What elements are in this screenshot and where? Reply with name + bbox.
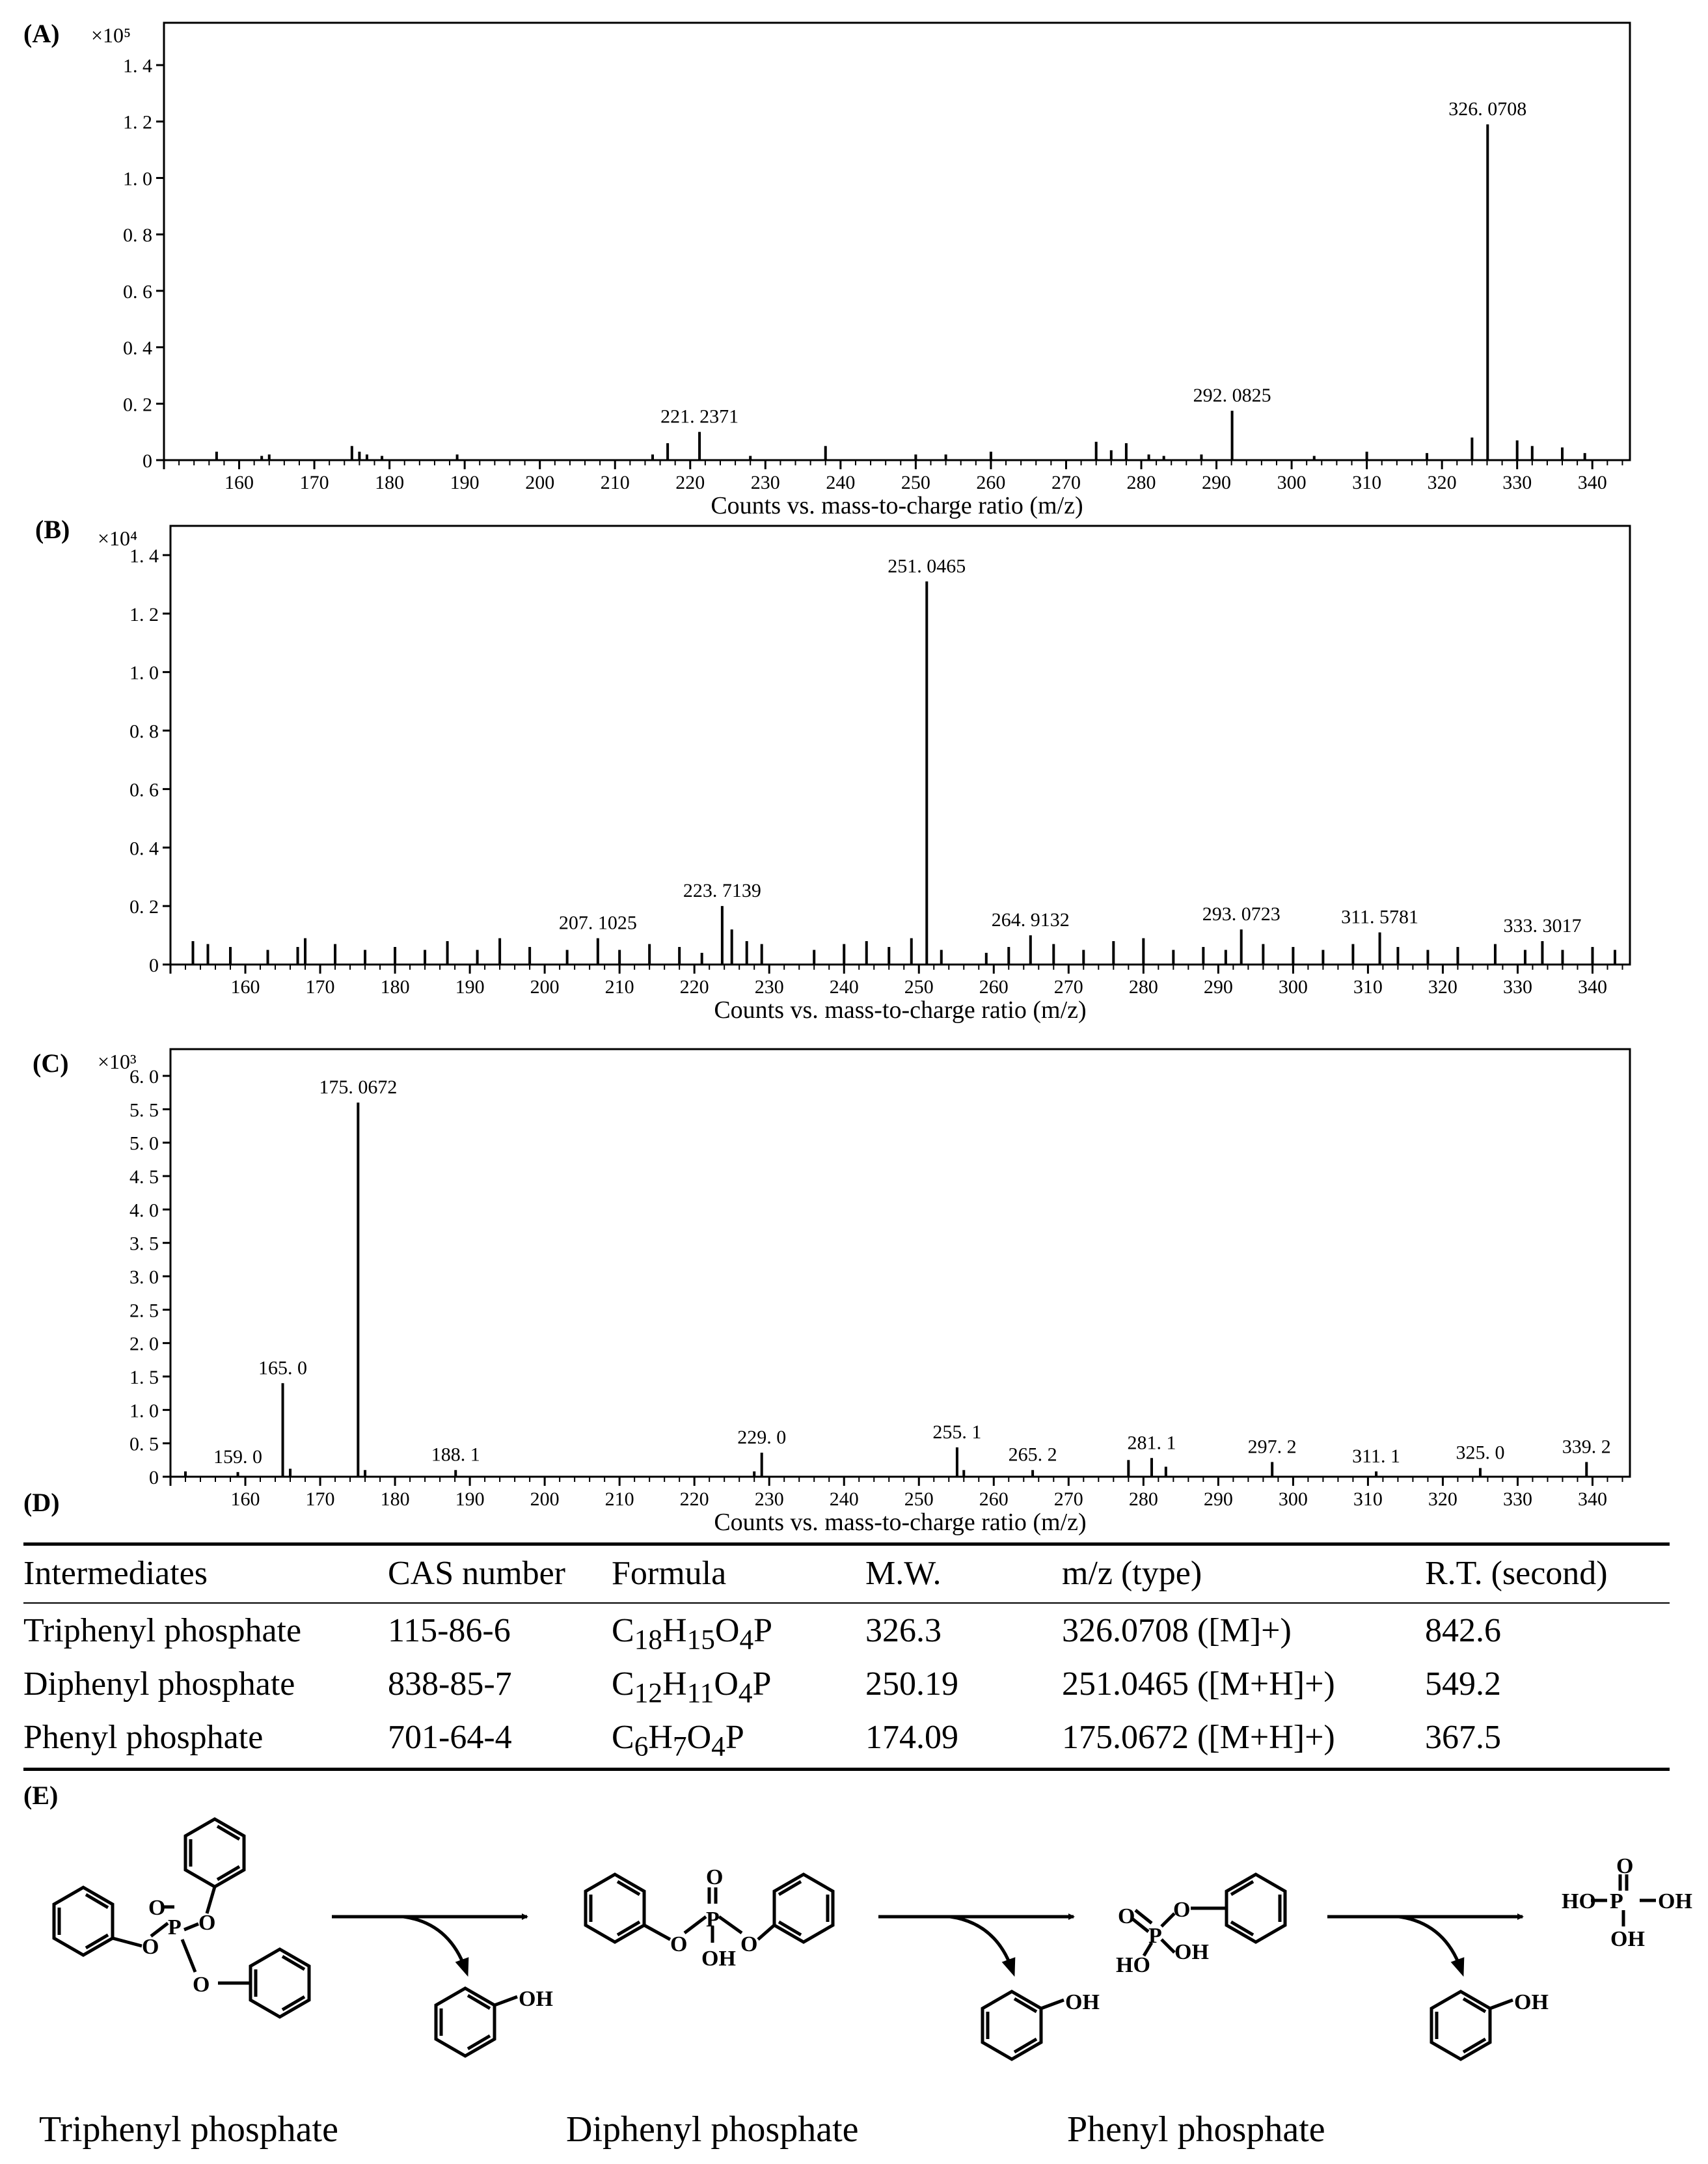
panel-label-a: (A) [23,19,60,48]
cell-formula-2: $C_{12}H_{11}O_4P$ [612,1665,772,1709]
chart1-xtick-label-7: 230 [750,472,780,493]
panel-label-e: (E) [23,1781,59,1810]
chart2-xtick-label-16: 320 [1428,976,1457,998]
th-mz: m/z (type) [1062,1555,1202,1592]
chart1-xtick-label-0: 160 [224,472,254,493]
phenol-release-arrow-3 [1399,1917,1461,1969]
chart1-peak-label-27: 326. 0708 [1448,98,1527,120]
chart1-peak-label-10: 221. 2371 [660,405,739,428]
phenol-1-oh: OH [519,1987,553,2011]
tpp-o-3: O [198,1911,216,1935]
chart2-ytick-label-3: 0. 6 [129,779,159,801]
chart3-ytick-label-8: 4. 0 [129,1199,159,1222]
tpp-o-2: O [148,1896,166,1920]
caption-diphenyl-phosphate: Diphenyl phosphate [566,2109,859,2150]
chart3-ytick-label-5: 2. 5 [129,1300,159,1322]
chart1-ytick-label-2: 0. 4 [123,337,152,359]
chart1-xtick-label-11: 270 [1051,472,1081,493]
chart3-ytick-label-9: 4. 5 [129,1166,159,1188]
chart3-ytick-label-10: 5. 0 [129,1132,159,1155]
chart1-xtick-label-8: 240 [826,472,856,493]
chart3-peak-label-4: 175. 0672 [319,1076,398,1099]
chart2-xtick-label-7: 230 [754,976,784,998]
cell-name-3: Phenyl phosphate [23,1719,264,1756]
dpp-o-1: O [670,1932,688,1956]
chart2-xtick-label-14: 300 [1278,976,1308,998]
chart2-xtick-label-1: 170 [305,976,335,998]
chart1-xtick-label-3: 190 [450,472,480,493]
chart2-peak-label-15: 207. 1025 [558,912,637,934]
caption-triphenyl-phosphate: Triphenyl phosphate [39,2109,338,2150]
cell-mw-3: 174.09 [865,1719,958,1756]
chart1-xtick-label-4: 200 [525,472,555,493]
chart3-ytick-label-3: 1. 5 [129,1367,159,1389]
cell-name-1: Triphenyl phosphate [23,1612,302,1649]
chart2-xtick-label-2: 180 [380,976,410,998]
chart3-ytick-label-1: 0. 5 [129,1433,159,1455]
cell-cas-1: 115-86-6 [388,1612,511,1649]
phenol-structure-1 [436,1988,517,2056]
tpp-o-1: O [142,1935,159,1959]
chart2-xtick-label-5: 210 [604,976,634,998]
chart2-xlabel: Counts vs. mass-to-charge ratio (m/z) [714,996,1087,1024]
chart3-xtick-label-6: 220 [679,1488,709,1510]
chart3-ytick-label-6: 3. 0 [129,1267,159,1289]
chart1-ytick-label-4: 0. 8 [123,225,152,247]
pp-ho: HO [1116,1953,1150,1977]
chart2-xtick-label-18: 340 [1577,976,1607,998]
chart3-xtick-label-5: 210 [604,1488,634,1510]
chart1-xtick-label-16: 320 [1427,472,1457,493]
chart3-xtick-label-8: 240 [829,1488,859,1510]
chart3-peak-label-2: 165. 0 [258,1357,308,1379]
phenol-structure-2 [983,1992,1064,2059]
chart2-xtick-label-11: 270 [1053,976,1083,998]
chart1-xtick-label-9: 250 [901,472,930,493]
chart3-xlabel: Counts vs. mass-to-charge ratio (m/z) [714,1509,1087,1536]
chart2-xtick-label-10: 260 [979,976,1009,998]
cell-mz-2: 251.0465 ([M+H]+) [1062,1665,1335,1703]
chart1-xtick-label-13: 290 [1202,472,1232,493]
cell-rt-1: 842.6 [1425,1612,1501,1649]
chart1-ytick-label-3: 0. 6 [123,281,152,303]
cell-cas-2: 838-85-7 [388,1665,512,1703]
chart3-peak-label-15: 297. 2 [1247,1436,1297,1458]
chart1-xtick-label-5: 210 [600,472,630,493]
chart3-peak-label-18: 339. 2 [1562,1436,1611,1458]
chart1-peak-label-22: 292. 0825 [1193,385,1271,407]
chart1-xtick-label-1: 170 [299,472,329,493]
chart1-xtick-label-6: 220 [675,472,705,493]
th-cas: CAS number [388,1555,565,1592]
chart3-xtick-label-2: 180 [380,1488,410,1510]
chart3-peak-label-11: 265. 2 [1008,1444,1057,1466]
pa-oh-1: OH [1658,1889,1692,1913]
chart1-xtick-label-10: 260 [976,472,1006,493]
chart3-peak-label-17: 325. 0 [1456,1442,1505,1464]
pa-ho: HO [1562,1889,1596,1913]
chart2-xtick-label-8: 240 [829,976,859,998]
chart2-xtick-label-9: 250 [904,976,934,998]
chart2-xtick-label-13: 290 [1203,976,1233,998]
dpp-oh: OH [701,1947,736,1971]
chart1-ytick-label-7: 1. 4 [123,55,152,77]
chart2-peak-label-29: 251. 0465 [888,555,966,577]
chart2-multiplier-label: ×10⁴ [98,527,138,550]
cell-name-2: Diphenyl phosphate [23,1665,295,1703]
panel-label-c: (C) [33,1048,69,1078]
chart1-xlabel: Counts vs. mass-to-charge ratio (m/z) [711,492,1083,519]
tpp-o-4: O [193,1973,210,1997]
chart1-multiplier-label: ×10⁵ [91,23,131,47]
chart3-xtick-label-12: 280 [1128,1488,1158,1510]
chart2-xtick-label-6: 220 [679,976,709,998]
chart2-xtick-label-0: 160 [230,976,260,998]
caption-phenyl-phosphate: Phenyl phosphate [1067,2109,1325,2150]
cell-rt-3: 367.5 [1425,1719,1501,1756]
chart1-xtick-label-15: 310 [1352,472,1382,493]
chart3-peak-label-8: 229. 0 [737,1427,787,1449]
chart2-ytick-label-4: 0. 8 [129,720,159,743]
chart1-xtick-label-12: 280 [1126,472,1156,493]
chart1-ytick-label-0: 0 [142,450,152,472]
phenol-structure-3 [1431,1992,1513,2059]
chart3-ytick-label-0: 0 [149,1467,159,1488]
cell-formula-3: $C_6H_7O_4P$ [612,1719,744,1762]
cell-mw-2: 250.19 [865,1665,958,1703]
chart2-ytick-label-5: 1. 0 [129,662,159,684]
dpp-o-3: O [740,1932,758,1956]
chart2-ytick-label-2: 0. 4 [129,838,159,860]
chart3-multiplier-label: ×10³ [98,1050,137,1073]
chart2-ytick-label-6: 1. 2 [129,603,159,625]
chart2-peak-label-41: 293. 0723 [1202,903,1281,925]
tpp-p: P [168,1915,182,1939]
chart3-xtick-label-14: 300 [1278,1488,1308,1510]
chart2-xtick-label-15: 310 [1353,976,1383,998]
chart3-xtick-label-17: 330 [1502,1488,1532,1510]
dpp-p: P [706,1908,720,1932]
th-formula: Formula [612,1555,727,1592]
th-rt: R.T. (second) [1425,1555,1608,1592]
chart1-xtick-label-2: 180 [375,472,405,493]
chart3-xtick-label-0: 160 [230,1488,260,1510]
chart3-peak-label-1: 159. 0 [213,1445,263,1468]
pa-oh-2: OH [1610,1927,1645,1951]
panel-label-d: (D) [23,1488,60,1517]
chart3-xtick-label-18: 340 [1577,1488,1607,1510]
pp-oh: OH [1174,1940,1209,1964]
chart3-xtick-label-4: 200 [530,1488,560,1510]
triphenyl-phosphate-structure [54,1819,309,2017]
chart1-ytick-label-6: 1. 2 [123,111,152,133]
th-intermediates: Intermediates [23,1555,208,1592]
chart2-xtick-label-3: 190 [455,976,485,998]
chart3-xtick-label-16: 320 [1428,1488,1457,1510]
chart3-xtick-label-3: 190 [455,1488,485,1510]
chart3-ytick-label-4: 2. 0 [129,1333,159,1355]
chart3-ytick-label-2: 1. 0 [129,1400,159,1422]
pp-o-2: O [1118,1904,1135,1928]
cell-mz-1: 326.0708 ([M]+) [1062,1612,1292,1649]
chart2-peak-label-20: 223. 7139 [683,880,761,902]
phosphoric-acid-structure [1591,1874,1656,1926]
chart2-xtick-label-17: 330 [1502,976,1532,998]
chart3-peak-label-9: 255. 1 [932,1421,982,1443]
chart2-peak-label-52: 333. 3017 [1503,915,1582,937]
cell-cas-3: 701-64-4 [388,1719,512,1756]
chart3-xtick-label-7: 230 [754,1488,784,1510]
chart3-peak-label-16: 311. 1 [1352,1445,1401,1467]
chart2-ytick-label-0: 0 [149,955,159,976]
chart3-xtick-label-13: 290 [1203,1488,1233,1510]
chart2-ytick-label-7: 1. 4 [129,545,159,567]
chart2-xtick-label-4: 200 [530,976,560,998]
chart2-peak-label-33: 264. 9132 [991,909,1070,931]
th-mw: M.W. [865,1555,942,1592]
chart3-ytick-label-11: 5. 5 [129,1099,159,1121]
pa-p: P [1610,1889,1623,1913]
chart2-ytick-label-1: 0. 2 [129,896,159,918]
pp-o-1: O [1173,1898,1191,1922]
phenol-3-oh: OH [1514,1990,1549,2014]
cell-formula-1: $C_{18}H_{15}O_4P$ [612,1612,773,1656]
chart1-ytick-label-1: 0. 2 [123,394,152,416]
chart2-peak-label-46: 311. 5781 [1341,906,1419,928]
panel-label-b: (B) [35,515,70,544]
chart3-ytick-label-7: 3. 5 [129,1233,159,1255]
chart1-ytick-label-5: 1. 0 [123,168,152,190]
chart3-xtick-label-11: 270 [1053,1488,1083,1510]
pa-o: O [1616,1854,1634,1878]
cell-rt-2: 549.2 [1425,1665,1501,1703]
cell-mw-1: 326.3 [865,1612,942,1649]
cell-mz-3: 175.0672 ([M+H]+) [1062,1719,1335,1756]
phenol-2-oh: OH [1065,1990,1100,2014]
chart3-peak-label-13: 281. 1 [1127,1432,1176,1454]
chart2-xtick-label-12: 280 [1128,976,1158,998]
chart3-xtick-label-9: 250 [904,1488,934,1510]
chart3-xtick-label-10: 260 [979,1488,1009,1510]
chart1-xtick-label-18: 340 [1577,472,1607,493]
chart3-peak-label-6: 188. 1 [431,1444,480,1466]
phenol-release-arrow-2 [950,1917,1012,1969]
chart3-ytick-label-12: 6. 0 [129,1066,159,1088]
chart3-xtick-label-15: 310 [1353,1488,1383,1510]
chart1-xtick-label-17: 330 [1502,472,1532,493]
chart1-xtick-label-14: 300 [1277,472,1307,493]
pp-p: P [1148,1924,1162,1948]
phenol-release-arrow-1 [403,1917,465,1969]
dpp-o-2: O [706,1865,724,1889]
chart3-xtick-label-1: 170 [305,1488,335,1510]
